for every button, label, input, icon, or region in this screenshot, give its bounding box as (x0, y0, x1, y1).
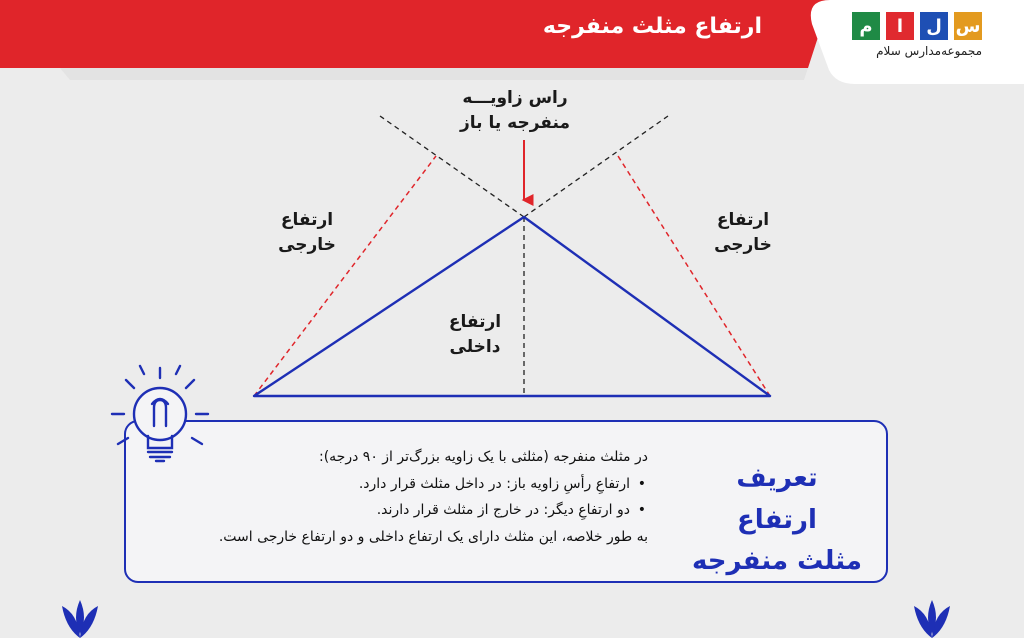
logo-letter-s: س (954, 12, 982, 40)
page-title: ارتفاع مثلث منفرجه (542, 14, 762, 39)
leaf-icon (56, 598, 104, 638)
left-label-line2: خارجی (278, 234, 336, 255)
logo-letter-l: ل (920, 12, 948, 40)
definition-title-line1: تعریف ارتفاع (736, 463, 818, 535)
leaf-icon (908, 598, 956, 638)
definition-bullet-2: • دو ارتفاعِ دیگر: در خارج از مثلث قرار دارند. (148, 497, 648, 524)
left-external-altitude (254, 156, 436, 396)
inner-label-line2: داخلی (449, 336, 501, 357)
definition-title (692, 458, 862, 583)
right-label-line2: خارجی (714, 234, 772, 255)
inner-altitude-label (430, 310, 520, 359)
inner-label-line1: ارتفاع (448, 312, 502, 332)
apex-label (440, 86, 590, 135)
right-external-altitude (618, 156, 770, 396)
lightbulb-icon (104, 364, 224, 484)
definition-title-line2: مثلث منفرجه (691, 546, 862, 577)
definition-intro: در مثلث منفرجه (مثلثی با یک زاویه بزرگ‌تر از ۹۰ درجه): (319, 449, 648, 465)
left-external-label (262, 208, 352, 257)
definition-summary: به طور خلاصه، این مثلث دارای یک ارتفاع داخلی و دو ارتفاع خارجی است. (218, 528, 648, 545)
logo-letter-a: ا (886, 12, 914, 40)
definition-box (124, 420, 888, 583)
apex-label-line1: راس زاویـــه (462, 88, 568, 108)
right-external-label (698, 208, 788, 257)
logo-letter-m: م (852, 12, 880, 40)
left-label-line1: ارتفاع (280, 210, 334, 230)
logo-subtitle: مجموعه‌مدارس سلام (876, 44, 982, 58)
apex-label-line2: منفرجه یا باز (460, 112, 570, 133)
definition-bullet-1: • ارتفاعِ رأسِ زاویه باز: در داخل مثلث قرار دارد. (148, 471, 648, 498)
right-label-line1: ارتفاع (716, 210, 770, 230)
